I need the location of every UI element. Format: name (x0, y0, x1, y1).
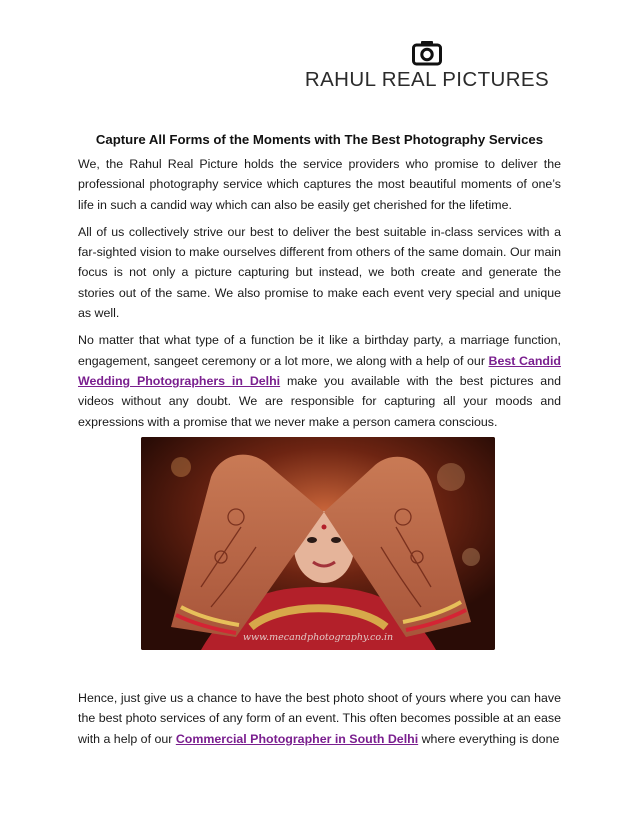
page-title: Capture All Forms of the Moments with The Best Photography Services (95, 132, 544, 147)
brand-logo (296, 40, 558, 92)
candid-wedding-link[interactable]: Best Candid Wedding Photographers in Delhi (78, 353, 561, 388)
article-body (78, 130, 561, 439)
wedding-photo (141, 437, 495, 650)
article-body-continued (78, 688, 561, 756)
commercial-photographer-link[interactable]: Commercial Photographer in South Delhi (175, 731, 419, 746)
closing-paragraph: Hence, just give us a chance to have the best photo shoot of yours where you can have the best photo services of any form of an event. This often becomes possible at an ease with a help of our Commercial Photographer in South Delhi where everything is done (78, 691, 561, 746)
services-paragraph: No matter that what type of a function be it like a birthday party, a marriage function, engagement, sangeet ceremony or a lot more, we along with a help of our Best Candid Wedding Photographers in Delhi make you available with the best pictures and videos without any doubt. We are responsible for capturing all your moods and expressions with a promise that we never make a person camera conscious. (78, 333, 561, 429)
photo-watermark: www.mecandphotography.co.in (242, 632, 394, 643)
intro-paragraph: We, the Rahul Real Picture holds the service providers who promise to deliver the professional photography service which captures the most beautiful moments of one’s life in such a candid way which can also be easily get cherished for the lifetime. (78, 157, 561, 212)
brand-name: RAHUL REAL PICTURES (304, 68, 550, 91)
vision-paragraph: All of us collectively strive our best to deliver the best suitable in-class services with a far-sighted vision to make ourselves different from others of the same domain. Our main focus is not only a picture capturing but instead, we both create and generate the stories out of the same. We also promise to make each event very special and unique as well. (78, 224, 561, 321)
camera-icon (412, 40, 442, 66)
